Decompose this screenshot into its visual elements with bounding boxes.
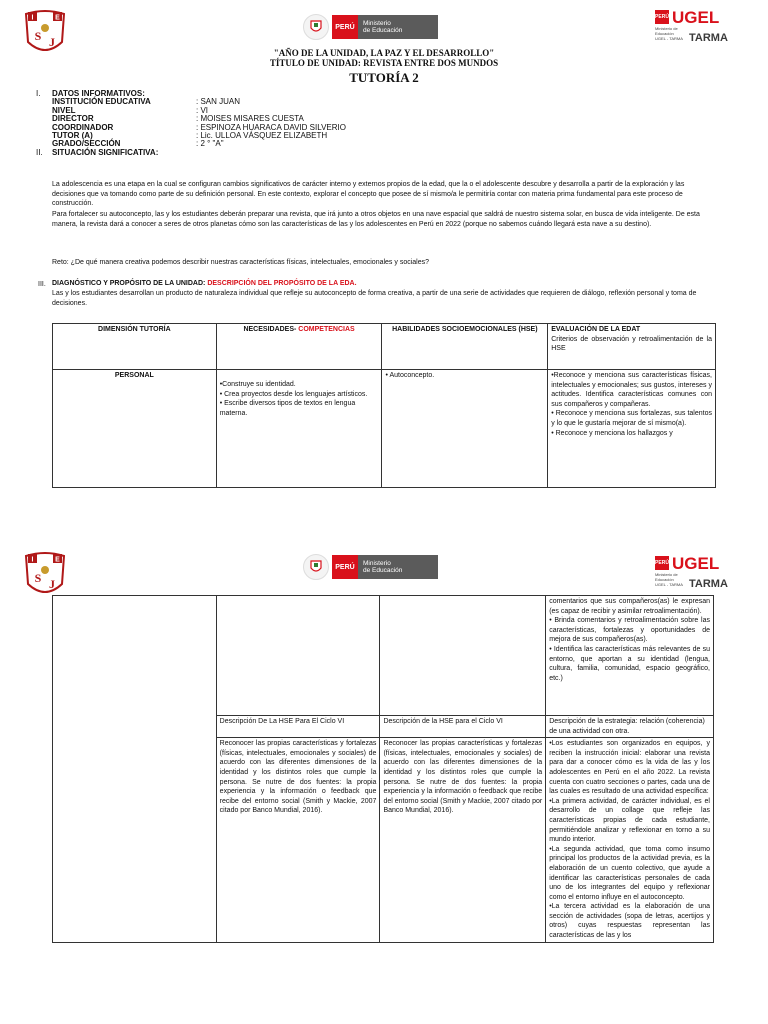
necesidad-item: • Escribe diversos tipos de textos en lengua materna. xyxy=(219,400,356,417)
ministry-line-1: Ministerio xyxy=(363,20,391,27)
section-title: DIAGNÓSTICO Y PROPÓSITO DE LA UNIDAD: xyxy=(52,280,208,287)
tutoria-table-page-1 xyxy=(52,323,716,488)
school-crest-letter: S xyxy=(34,29,42,43)
ugel-tarma: TARMA xyxy=(689,578,728,590)
ugel-logo xyxy=(655,10,755,50)
section-title-highlight: DESCRIPCIÓN DEL PROPÓSITO DE LA EDA. xyxy=(207,280,357,287)
peru-label: PERÚ xyxy=(332,555,358,579)
section-3-heading xyxy=(52,279,712,289)
peru-shield-icon xyxy=(303,14,329,40)
header-dimension: DIMENSIÓN TUTORÍA xyxy=(53,324,217,370)
cell-hse-descripcion-2: Reconocer las propias características y fortalezas (físicas, intelectuales, emocionales y sociales) de acuerdo con las diferentes dimensiones de la identidad y los distintos roles que cumple la persona. Se nutre de dos fuentes: la propia experiencia y la información o feedback que recibe del entorno social (Smith y Mackie, 2007 citado por Banco Mundial, 2016). xyxy=(380,738,546,942)
section-number: II. xyxy=(36,147,43,157)
ugel-tarma: TARMA xyxy=(689,32,728,44)
school-crest-letter: J xyxy=(49,35,55,49)
evaluacion-item: comentarios que sus compañeros(as) le expresan (es capaz de recibir y asimilar retroalimentación). xyxy=(549,598,710,615)
header-evaluacion-title: EVALUACIÓN DE LA EDAT xyxy=(551,326,641,333)
ministry-line-2: de Educación xyxy=(363,27,403,34)
estrategia-item: •La segunda actividad, que toma como insumo principal los productos de la actividad previa, es la elaboración de un cuento colectivo, que ayude a identificar las características personales de cada uno de los integrantes del equipo y reflexionar como el entorno influye en el autoconcepto. xyxy=(549,845,710,901)
table-header-row xyxy=(53,324,716,370)
document-page-2 xyxy=(0,540,768,1024)
header-necesidades-label: NECESIDADES- xyxy=(243,326,299,333)
evaluacion-item: •Reconoce y menciona sus características físicas, intelectuales y emocionales; sus gustos, intereses y actitudes. Identifica características comunes con sus compañeros y compañeras. xyxy=(551,372,712,408)
info-key: INSTITUCIÓN EDUCATIVA xyxy=(52,97,151,107)
header-evaluacion-sub: Criterios de observación y retroalimentación de la HSE xyxy=(551,335,712,353)
school-crest-letter: E xyxy=(55,556,60,564)
evaluacion-item: • Identifica las características más relevantes de su entorno, que aportan a su identidad (lengua, cultura, familia, comunidad, espacio geográfico, etc.) xyxy=(549,645,710,682)
header-habilidades: HABILIDADES SOCIOEMOCIONALES (HSE) xyxy=(382,324,548,370)
situacion-paragraph-1: La adolescencia es una etapa en la cual se configuran cambios significativos de carácter interno y externos propios de la edad, que la o el adolescente descubre y desarrolla a partir de la exploración y las decisiones que va tomando como parte de su definición personal. En este contexto, explorar el concepto que posee de sí mismo/a le permitiría contar con materia prima fundamental para este proceso de construcción. xyxy=(52,181,685,208)
section-title: DATOS INFORMATIVOS: xyxy=(52,89,145,98)
info-value: : 2 ° "A" xyxy=(196,139,224,149)
ugel-logo xyxy=(655,556,755,596)
table-row xyxy=(53,596,714,716)
section-number: III. xyxy=(38,281,46,288)
ministry-line-2: de Educación xyxy=(363,567,403,574)
ministry-line-1: Ministerio xyxy=(363,560,391,567)
cell-hse-descripcion: Reconocer las propias características y fortalezas (físicas, intelectuales, emocionales y sociales) de acuerdo con las diferentes dimensiones de la identidad y los distintos roles que cumple la persona. Se nutre de dos fuentes: la propia experiencia y la información o feedback que recibe del entorno social (Smith y Mackie, 2007 citado por Banco Mundial, 2016). xyxy=(216,738,380,942)
cell-dimension-continued xyxy=(53,596,217,943)
header-evaluacion xyxy=(548,324,716,370)
ugel-peru-label: PERÚ xyxy=(655,556,669,570)
school-crest-letter: I xyxy=(31,14,34,22)
tutoria-table-page-2 xyxy=(52,595,714,943)
estrategia-item: •La tercera actividad es la elaboración de una sección de actividades (sopa de letras, acertijos y otros) cuyas respuestas representan las características de las y los xyxy=(549,903,710,940)
info-key: COORDINADOR xyxy=(52,122,114,132)
ugel-subtitle: Ministerio de Educación UGEL - TARMA xyxy=(655,572,683,587)
page-gap xyxy=(0,500,768,540)
header-competencias-label: COMPETENCIAS xyxy=(298,326,355,333)
header-necesidades xyxy=(216,324,382,370)
ministry-label xyxy=(358,15,438,39)
info-value: : SAN JUAN xyxy=(196,97,241,107)
ugel-subtitle: Ministerio de Educación UGEL - TARMA xyxy=(655,26,683,41)
evaluacion-item: • Reconoce y menciona sus fortalezas, sus talentos y lo que le gustaría mejorar de sí mismo(a). xyxy=(551,410,712,427)
cell-estrategia xyxy=(546,738,714,942)
info-value: : ESPINOZA HUARACA DAVID SILVERIO xyxy=(196,122,346,132)
necesidad-item: • Crea proyectos desde los lenguajes artísticos. xyxy=(219,390,368,398)
cell-habilidades-continued xyxy=(380,596,546,716)
evaluacion-item: • Brinda comentarios y retroalimentación sobre las características, fortalezas y oportunidades de mejora de sus compañeros(as). xyxy=(549,617,710,644)
subheader-hse-ciclo: Descripción De La HSE Para El Ciclo VI xyxy=(216,716,380,738)
reto-text: Reto: ¿De qué manera creativa podemos describir nuestras características físicas, intelectuales, emocionales y sociales? xyxy=(52,259,430,266)
info-key: TUTOR (A) xyxy=(52,131,93,141)
school-crest-letter: J xyxy=(49,577,55,591)
estrategia-item: •Los estudiantes son organizados en equipos, y reciben la instrucción inicial: elaborar una revista para dar a conocer cómo es la vida de las y los adolescentes en Perú en el año 2022. La revista cuenta con cuatro secciones o partes, cada una de las cuales es resultado de una actividad específica: xyxy=(549,740,710,796)
ugel-title: UGEL xyxy=(672,554,720,573)
school-crest-icon xyxy=(22,550,68,600)
situacion-paragraph-2: Para fortalecer su autoconcepto, las y los estudiantes deberán preparar una revista, que irá junto a otros objetos en una nave espacial que saldrá de nuestro sistema solar, en busca de vida inteligente. De esta manera, la revista dará a conocer a seres de otros planetas cómo son las características de las y los adolescentes en Perú en 2022 (porque no sabemos cuándo llegará esta nave a su destino). xyxy=(52,211,700,228)
school-crest-letter: E xyxy=(55,14,60,22)
ministry-header xyxy=(303,554,438,580)
table-row xyxy=(53,370,716,488)
unit-title: TÍTULO DE UNIDAD: REVISTA ENTRE DOS MUNDOS xyxy=(269,58,499,68)
info-key: GRADO/SECCIÓN xyxy=(52,139,121,149)
ugel-peru-label: PERÚ xyxy=(655,10,669,24)
necesidad-item: •Construye su identidad. xyxy=(219,381,296,388)
info-key: DIRECTOR xyxy=(52,114,94,124)
info-key: NIVEL xyxy=(52,105,76,115)
section-title: SITUACIÓN SIGNIFICATIVA: xyxy=(52,147,159,157)
cell-necesidades-continued xyxy=(216,596,380,716)
cell-habilidades: • Autoconcepto. xyxy=(382,370,548,488)
peru-label: PERÚ xyxy=(332,15,358,39)
ministry-header xyxy=(303,14,438,40)
subheader-estrategia: Descripción de la estrategia: relación (coherencia) de una actividad con otra. xyxy=(546,716,714,738)
info-value: : Lic. ULLOA VÁSQUEZ ELIZABETH xyxy=(196,131,328,141)
estrategia-item: •La primera actividad, de carácter individual, es el desarrollo de un collage que refleje las características propias de cada estudiante, permitiéndole analizar y reflexionar en torno a su mundo interior. xyxy=(549,797,710,844)
ugel-title: UGEL xyxy=(672,8,720,27)
peru-shield-icon xyxy=(303,554,329,580)
cell-evaluacion-continued xyxy=(546,596,714,716)
ministry-label xyxy=(358,555,438,579)
proposito-text: Las y los estudiantes desarrollan un producto de naturaleza individual que refleje su autoconcepto de forma creativa, a partir de una serie de actividades que requieren de diálogo, reflexión personal y toma de decisiones. xyxy=(52,290,697,307)
datos-informativos xyxy=(38,90,346,157)
cell-necesidades xyxy=(216,370,382,488)
evaluacion-item: • Reconoce y menciona los hallazgos y xyxy=(551,429,673,437)
tutoria-title: TUTORÍA 2 xyxy=(349,70,419,85)
section-heading xyxy=(38,149,346,157)
cell-evaluacion xyxy=(548,370,716,488)
document-page-1 xyxy=(0,0,768,500)
info-value: : MOISES MISARES CUESTA xyxy=(196,114,304,124)
subheader-hse-ciclo-2: Descripción de la HSE para el Ciclo VI xyxy=(380,716,546,738)
school-crest-letter: S xyxy=(34,571,42,585)
cell-dimension: PERSONAL xyxy=(53,370,217,488)
info-value: : VI xyxy=(196,105,209,115)
section-number: I. xyxy=(36,89,41,98)
school-crest-letter: I xyxy=(31,556,34,564)
year-motto: "AÑO DE LA UNIDAD, LA PAZ Y EL DESARROLLO" xyxy=(273,48,495,58)
